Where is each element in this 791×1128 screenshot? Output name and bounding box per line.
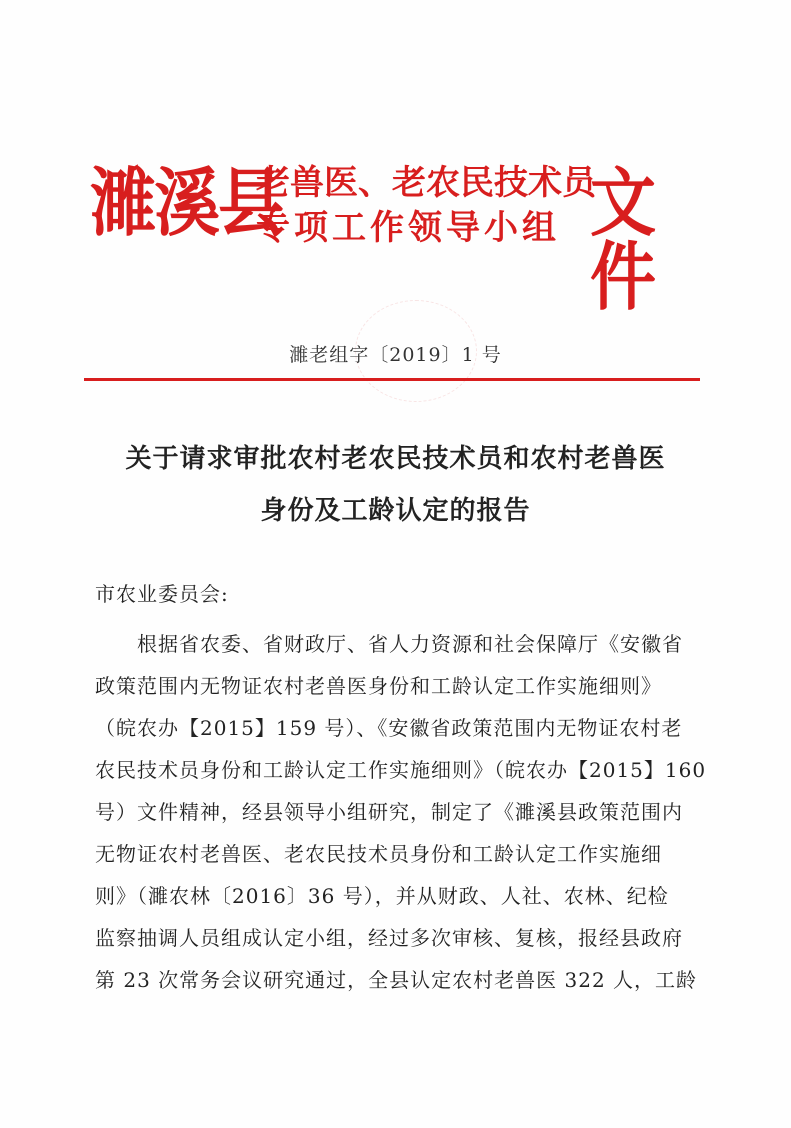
body-line-2: 政策范围内无物证农村老兽医身份和工龄认定工作实施细则》	[95, 674, 662, 698]
body-line-9: 第 23 次常务会议研究通过，全县认定农村老兽医 322 人，工龄	[95, 968, 698, 992]
body-line-4: 农民技术员身份和工龄认定工作实施细则》（皖农办【2015】160	[95, 758, 707, 782]
body-line-5: 号）文件精神，经县领导小组研究，制定了《濉溪县政策范围内	[95, 800, 683, 824]
header-group-line-1: 老兽医、老农民技术员	[256, 163, 596, 203]
red-divider-line	[84, 378, 700, 381]
header-group-line-2: 专项工作领导小组	[256, 208, 560, 248]
document-number: 濉老组字〔2019〕1 号	[289, 344, 502, 366]
header-county-name: 濉溪县	[90, 159, 282, 247]
report-title-line-1: 关于请求审批农村老农民技术员和农村老兽医	[125, 444, 666, 474]
body-line-7: 则》（濉农林〔2016〕36 号），并从财政、人社、农林、纪检	[95, 884, 669, 908]
body-line-8: 监察抽调人员组成认定小组，经过多次审核、复核，报经县政府	[95, 926, 683, 950]
salutation: 市农业委员会:	[95, 582, 229, 606]
report-title-line-2: 身份及工龄认定的报告	[260, 496, 531, 526]
body-line-1: 根据省农委、省财政厅、省人力资源和社会保障厅《安徽省	[95, 632, 683, 656]
document-header	[88, 158, 708, 321]
body-line-6: 无物证农村老兽医、老农民技术员身份和工龄认定工作实施细	[95, 842, 662, 866]
header-document-label: 文件	[590, 159, 654, 321]
body-line-3: （皖农办【2015】159 号）、《安徽省政策范围内无物证农村老	[95, 716, 683, 740]
